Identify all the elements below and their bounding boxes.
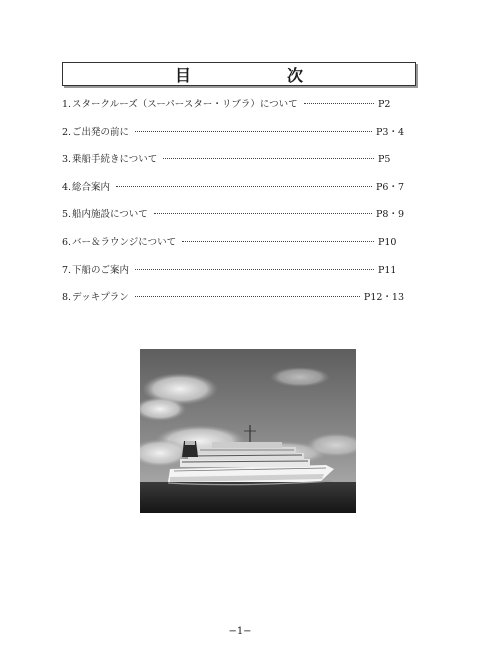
title-box	[62, 62, 416, 86]
toc-item-number: 7.	[62, 264, 72, 276]
toc-item[interactable]	[62, 234, 404, 262]
dot-leader	[163, 158, 374, 159]
toc-item-label: 総合案内	[72, 181, 111, 193]
toc-item-page: P10	[378, 236, 397, 248]
dot-leader	[135, 296, 360, 297]
toc-item-page: P8・9	[376, 209, 404, 221]
toc-item[interactable]	[62, 96, 404, 124]
toc-item-label: 船内施設について	[72, 209, 148, 221]
toc-item[interactable]	[62, 124, 404, 152]
dot-leader	[304, 103, 374, 104]
toc-item-label: スタークルーズ（スーパースター・リブラ）について	[72, 99, 298, 110]
toc-item-number: 8.	[62, 292, 72, 304]
toc-item-number: 2.	[62, 126, 72, 138]
toc-item-page: P6・7	[376, 181, 404, 193]
table-of-contents	[62, 96, 404, 317]
dot-leader	[116, 186, 372, 187]
toc-item-label: ご出発の前に	[72, 126, 130, 138]
page-title: 目 次	[174, 65, 343, 85]
toc-item-page: P2	[378, 99, 391, 110]
toc-item-label: バー＆ラウンジについて	[72, 236, 177, 248]
toc-item-page: P3・4	[376, 126, 404, 138]
toc-item-page: P5	[378, 154, 391, 166]
toc-item[interactable]	[62, 206, 404, 234]
dot-leader	[154, 213, 372, 214]
toc-item-number: 3.	[62, 154, 72, 166]
toc-item-page: P12・13	[363, 292, 404, 304]
toc-item-number: 6.	[62, 236, 72, 248]
toc-item-label: デッキプラン	[72, 292, 129, 304]
toc-item-number: 5.	[62, 209, 72, 221]
toc-item[interactable]	[62, 151, 404, 179]
toc-item-number: 4.	[62, 181, 72, 193]
toc-item[interactable]	[62, 179, 404, 207]
toc-item-label: 下船のご案内	[72, 264, 130, 276]
cruise-ship-photo	[140, 349, 356, 513]
toc-item-page: P11	[378, 264, 397, 276]
page-number: −1−	[228, 626, 252, 637]
toc-item[interactable]	[62, 289, 404, 317]
dot-leader	[182, 241, 374, 242]
toc-item-number: 1.	[62, 99, 72, 110]
dot-leader	[135, 269, 374, 270]
toc-item[interactable]	[62, 262, 404, 290]
toc-item-label: 乗船手続きについて	[72, 154, 158, 166]
dot-leader	[135, 131, 372, 132]
